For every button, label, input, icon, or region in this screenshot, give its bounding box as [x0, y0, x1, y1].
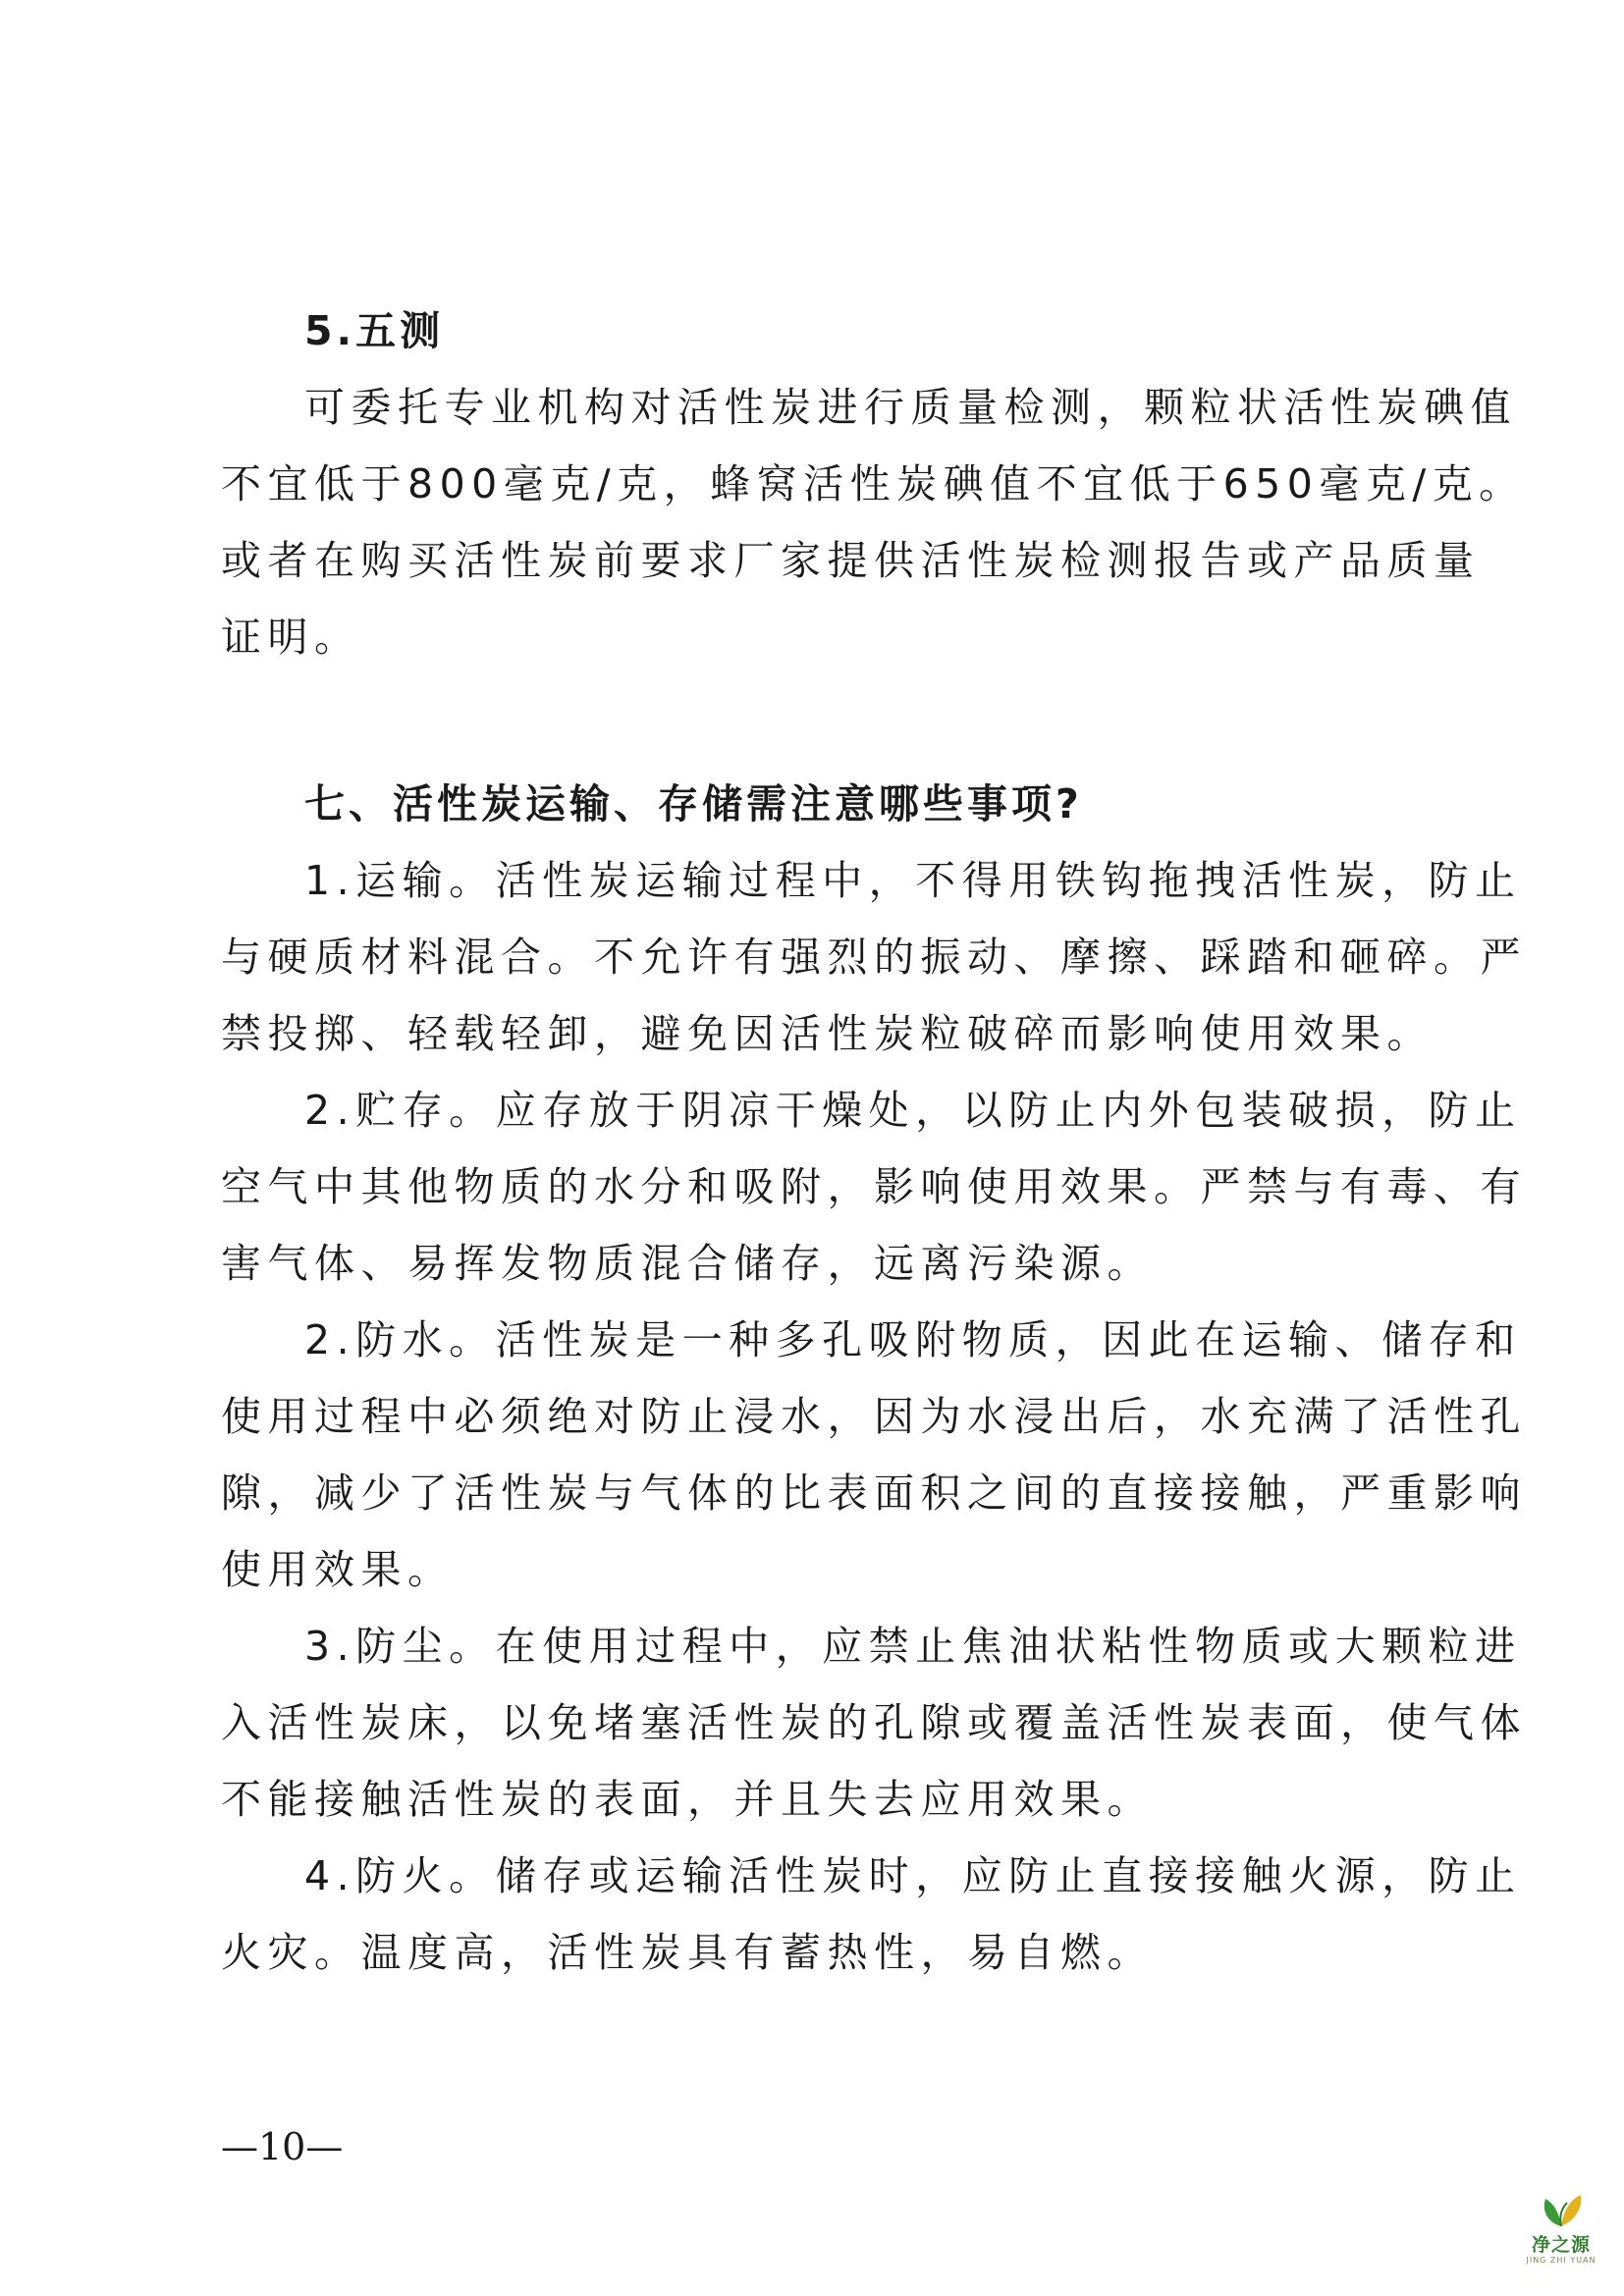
p4-line-1: 3.防尘。在使用过程中，应禁止焦油状粘性物质或大颗粒进	[304, 1623, 1522, 1670]
section-5-heading: 5.五测	[304, 307, 445, 354]
section-5-line-4: 证明。	[221, 614, 361, 661]
p3-line-4: 使用效果。	[221, 1546, 455, 1593]
logo-name: 净之源	[1531, 2234, 1591, 2256]
p1-line-3: 禁投掷、轻载轻卸，避免因活性炭粒破碎而影响使用效果。	[221, 1010, 1434, 1057]
section-7-heading: 七、活性炭运输、存储需注意哪些事项?	[304, 780, 1083, 828]
p2-line-3: 害气体、易挥发物质混合储存，远离污染源。	[221, 1240, 1154, 1287]
p5-line-2: 火灾。温度高，活性炭具有蓄热性，易自燃。	[221, 1929, 1154, 1976]
p2-line-1: 2.贮存。应存放于阴凉干燥处，以防止内外包装破损，防止	[304, 1087, 1522, 1134]
logo-subtitle: JING ZHI YUAN	[1526, 2256, 1597, 2265]
p5-line-1: 4.防火。储存或运输活性炭时，应防止直接接触火源，防止	[304, 1852, 1522, 1899]
leaf-logo-icon	[1538, 2189, 1585, 2228]
p3-line-2: 使用过程中必须绝对防止浸水，因为水浸出后，水充满了活性孔	[221, 1393, 1527, 1440]
section-5-line-2: 不宜低于800毫克/克，蜂窝活性炭碘值不宜低于650毫克/克。	[221, 460, 1526, 507]
p4-line-2: 入活性炭床，以免堵塞活性炭的孔隙或覆盖活性炭表面，使气体	[221, 1699, 1527, 1746]
p3-line-3: 隙，减少了活性炭与气体的比表面积之间的直接接触，严重影响	[221, 1469, 1527, 1517]
section-5-line-3: 或者在购买活性炭前要求厂家提供活性炭检测报告或产品质量	[221, 537, 1481, 584]
brand-logo	[1522, 2189, 1600, 2283]
p1-line-2: 与硬质材料混合。不允许有强烈的振动、摩擦、踩踏和砸碎。严	[221, 934, 1527, 981]
p1-line-1: 1.运输。活性炭运输过程中，不得用铁钩拖拽活性炭，防止	[304, 857, 1522, 904]
p2-line-2: 空气中其他物质的水分和吸附，影响使用效果。严禁与有毒、有	[221, 1163, 1527, 1210]
p4-line-3: 不能接触活性炭的表面，并且失去应用效果。	[221, 1776, 1154, 1823]
page-number: —10—	[221, 2125, 344, 2168]
p3-line-1: 2.防水。活性炭是一种多孔吸附物质，因此在运输、储存和	[304, 1316, 1522, 1363]
section-5-line-1: 可委托专业机构对活性炭进行质量检测，颗粒状活性炭碘值	[304, 384, 1517, 431]
